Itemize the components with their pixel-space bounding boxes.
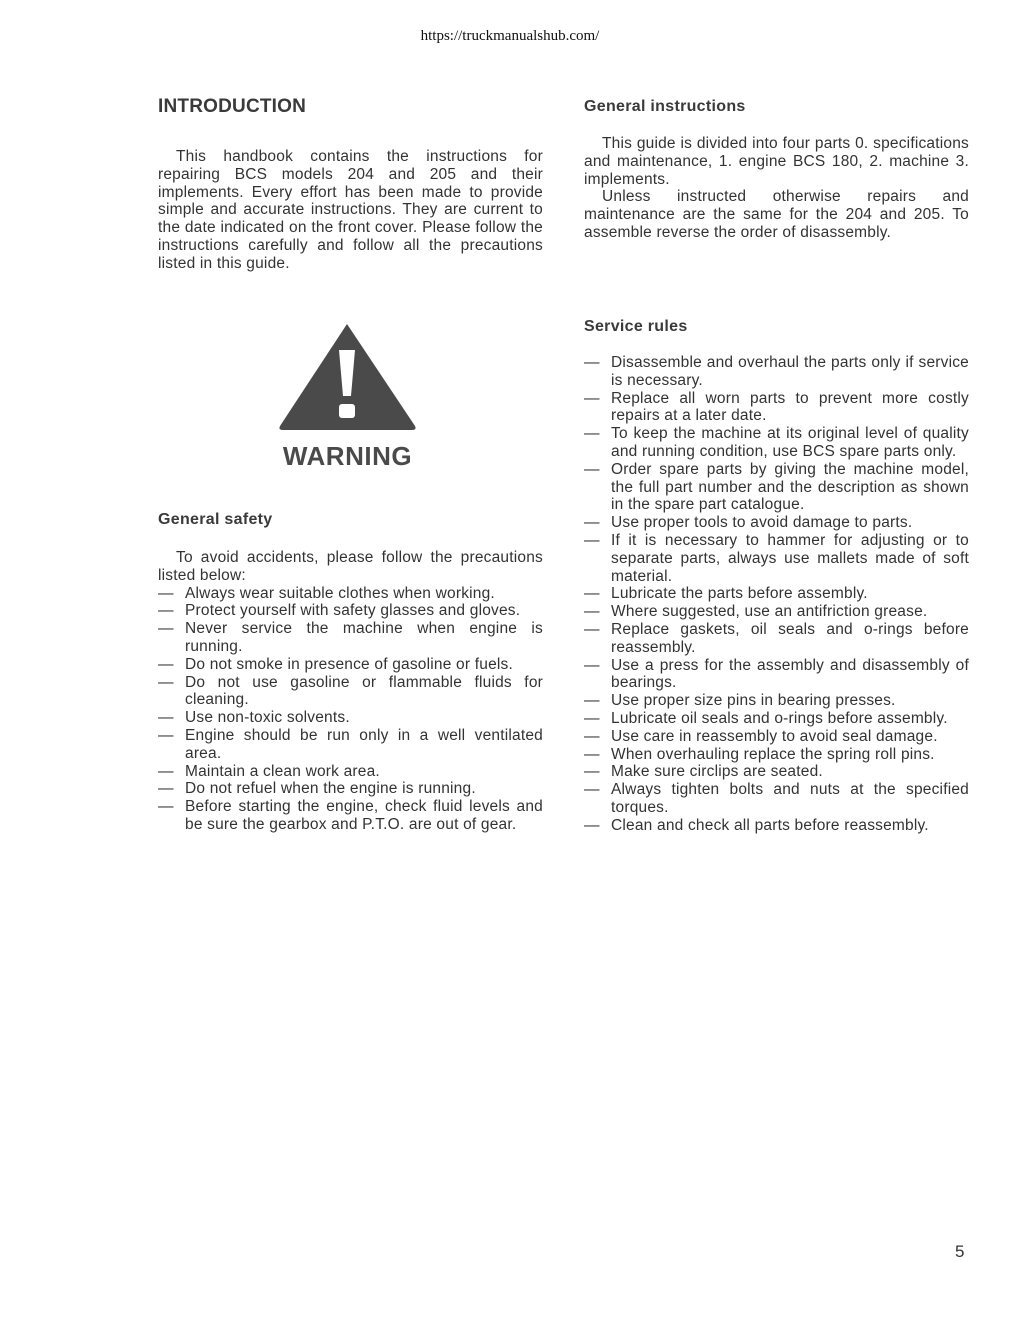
introduction-title: INTRODUCTION (158, 96, 307, 117)
list-item: — Use proper tools to avoid damage to parts. (584, 514, 969, 532)
list-item: — If it is necessary to hammer for adjusting or to separate parts, always use mallets made of soft material. (584, 532, 969, 585)
list-item: — Maintain a clean work area. (158, 763, 543, 781)
list-item: — Disassemble and overhaul the parts only if service is necessary. (584, 354, 969, 390)
general-safety-title: General safety (158, 511, 273, 528)
list-item: — When overhauling replace the spring roll pins. (584, 746, 969, 764)
page-number: 5 (955, 1242, 965, 1261)
list-item: — Replace all worn parts to prevent more costly repairs at a later date. (584, 390, 969, 426)
list-item: — Replace gaskets, oil seals and o-rings before reassembly. (584, 621, 969, 657)
introduction-paragraph: This handbook contains the instructions for repairing BCS models 204 and 205 and their implements. Every effort has been made to provide simple and accurate instructions. They are current to the date indicated on the front cover. Please follow the instructions carefully and follow all the precautions listed in this guide. (158, 148, 543, 272)
list-item: — Engine should be run only in a well ventilated area. (158, 727, 543, 763)
general-instructions-paragraph-1: This guide is divided into four parts 0. specifications and maintenance, 1. engine BCS 180, 2. machine 3. implements. (584, 135, 969, 188)
service-rules-list (584, 354, 969, 835)
list-item: — Clean and check all parts before reassembly. (584, 817, 969, 835)
list-item: — Order spare parts by giving the machine model, the full part number and the description as shown in the spare part catalogue. (584, 461, 969, 514)
list-item: — Lubricate oil seals and o-rings before assembly. (584, 710, 969, 728)
list-item: — Make sure circlips are seated. (584, 763, 969, 781)
warning-label: WARNING (282, 441, 413, 471)
general-instructions-section (584, 98, 969, 242)
list-item: — Before starting the engine, check fluid levels and be sure the gearbox and P.T.O. are out of gear. (158, 798, 543, 834)
general-instructions-title: General instructions (584, 98, 746, 115)
list-item: — Use a press for the assembly and disassembly of bearings. (584, 657, 969, 693)
list-item: — Always wear suitable clothes when working. (158, 585, 543, 603)
warning-triangle-icon (275, 320, 420, 432)
service-rules-section (584, 318, 969, 835)
list-item: — Use care in reassembly to avoid seal damage. (584, 728, 969, 746)
service-rules-title: Service rules (584, 318, 688, 335)
list-item: — Do not refuel when the engine is running. (158, 780, 543, 798)
general-safety-intro: To avoid accidents, please follow the precautions listed below: (158, 549, 543, 584)
list-item: — Always tighten bolts and nuts at the specified torques. (584, 781, 969, 817)
warning-block (275, 320, 420, 472)
list-item: — Use proper size pins in bearing presses. (584, 692, 969, 710)
list-item: — To keep the machine at its original level of quality and running condition, use BCS spare parts only. (584, 425, 969, 461)
list-item: — Use non-toxic solvents. (158, 709, 543, 727)
list-item: — Lubricate the parts before assembly. (584, 585, 969, 603)
list-item: — Where suggested, use an antifriction grease. (584, 603, 969, 621)
general-safety-list (158, 585, 543, 834)
source-url: https://truckmanualshub.com/ (420, 28, 600, 44)
general-safety-section (158, 511, 543, 834)
general-instructions-paragraph-2: Unless instructed otherwise repairs and maintenance are the same for the 204 and 205. To assemble reverse the order of disassembly. (584, 188, 969, 241)
introduction-section (158, 96, 543, 273)
list-item: — Never service the machine when engine is running. (158, 620, 543, 656)
list-item: — Protect yourself with safety glasses and gloves. (158, 602, 543, 620)
list-item: — Do not use gasoline or flammable fluids for cleaning. (158, 674, 543, 710)
list-item: — Do not smoke in presence of gasoline or fuels. (158, 656, 543, 674)
